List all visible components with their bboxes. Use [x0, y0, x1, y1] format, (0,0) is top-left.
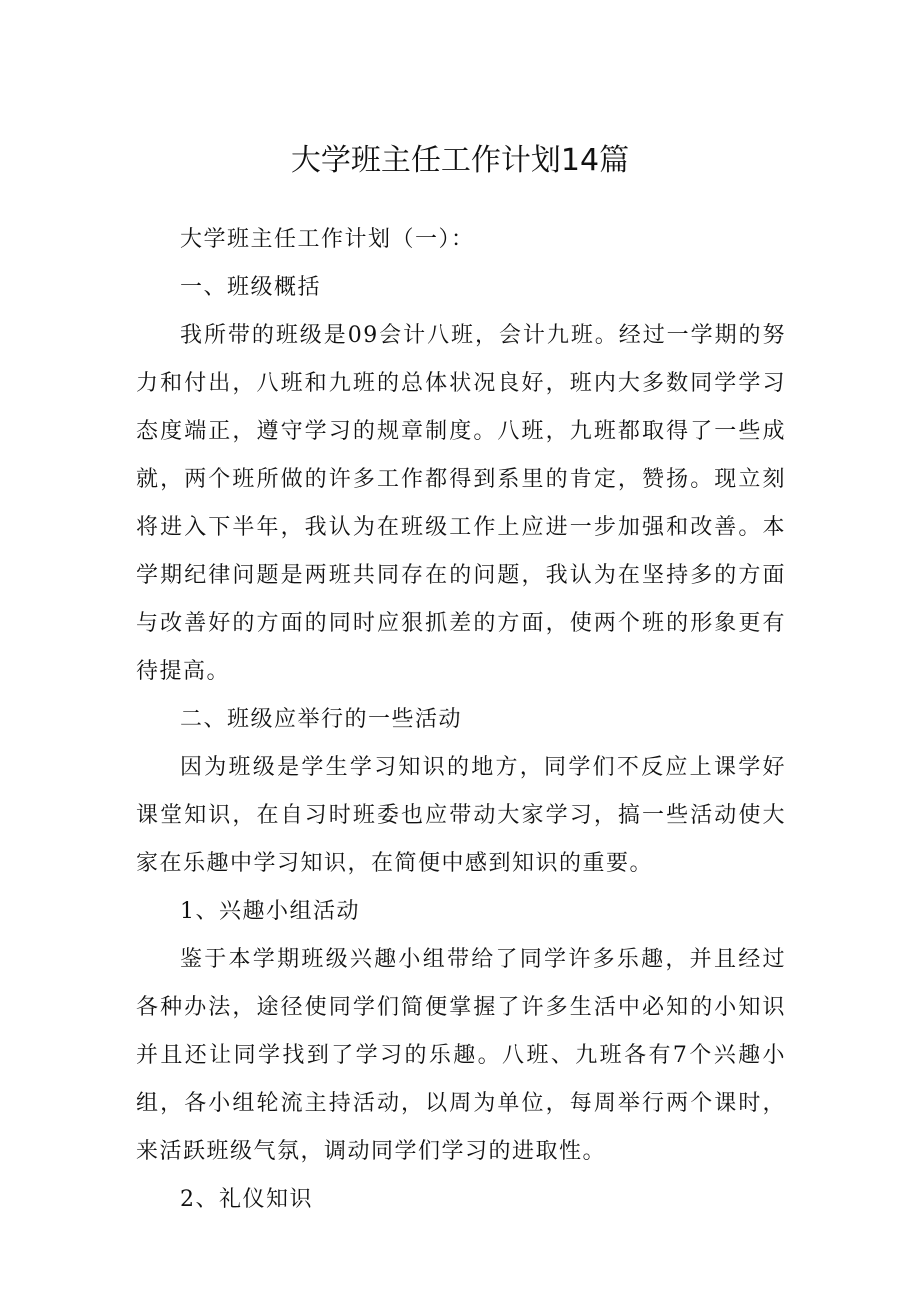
document-body	[136, 216, 786, 1224]
section-heading-class-overview: 一、班级概括	[180, 275, 322, 300]
paragraph-interest-groups: 鉴于本学期班级兴趣小组带给了同学许多乐趣，并且经过各种办法，途径使同学们简便掌握了许多生活中必知的小知识并且还让同学找到了学习的乐趣。八班、九班各有7个兴趣小组，各小组轮流主持活动，以周为单位，每周举行两个课时，来活跃班级气氛，调动同学们学习的进取性。	[136, 947, 786, 1164]
paragraph-class-activities: 因为班级是学生学习知识的地方，同学们不反应上课学好课堂知识，在自习时班委也应带动大家学习，搞一些活动使大家在乐趣中学习知识，在简便中感到知识的重要。	[136, 755, 786, 876]
subheading-etiquette: 2、礼仪知识	[180, 1187, 313, 1212]
subheading-interest-groups: 1、兴趣小组活动	[180, 899, 360, 924]
section-heading-class-activities: 二、班级应举行的一些活动	[180, 707, 463, 732]
section-heading-plan-one: 大学班主任工作计划（一）：	[180, 227, 475, 252]
paragraph-class-overview: 我所带的班级是09会计八班，会计九班。经过一学期的努力和付出，八班和九班的总体状况良好，班内大多数同学学习态度端正，遵守学习的规章制度。八班，九班都取得了一些成就，两个班所做的许多工作都得到系里的肯定，赞扬。现立刻将进入下半年，我认为在班级工作上应进一步加强和改善。本学期纪律问题是两班共同存在的问题，我认为在坚持多的方面与改善好的方面的同时应狠抓差的方面，使两个班的形象更有待提高。	[136, 323, 786, 684]
document-title: 大学班主任工作计划14篇	[290, 143, 630, 178]
